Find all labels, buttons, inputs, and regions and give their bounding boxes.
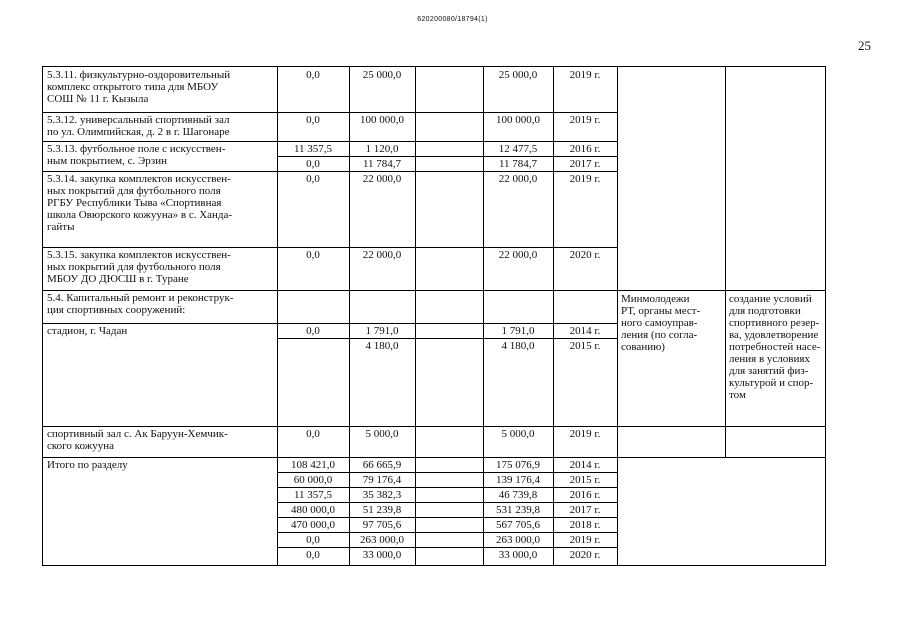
result-line: потребностей насе-: [729, 341, 821, 353]
table-row-border: [43, 290, 617, 291]
value-cell: 22 000,0: [362, 249, 402, 261]
total-cell: 567 705,6: [496, 519, 540, 531]
table-row-border: [277, 338, 617, 339]
row-label-line: ского кожууна: [47, 440, 115, 452]
total-cell: 46 739,8: [498, 489, 538, 501]
year-cell: 2014 г.: [569, 325, 601, 337]
total-cell: 33 000,0: [498, 549, 538, 561]
year-cell: 2017 г.: [569, 504, 601, 516]
year-cell: 2018 г.: [569, 519, 601, 531]
value-cell: 35 382,3: [362, 489, 402, 501]
total-cell: 531 239,8: [496, 504, 540, 516]
value-cell: 0,0: [306, 249, 320, 261]
row-label-line: ным покрытием, с. Эрзин: [47, 155, 168, 167]
executor-line: сованию): [621, 341, 665, 353]
year-cell: 2019 г.: [569, 69, 601, 81]
value-cell: 11 357,5: [293, 143, 333, 155]
total-cell: 22 000,0: [498, 173, 538, 185]
value-cell: 108 421,0: [291, 459, 335, 471]
row-label-line: спортивный зал с. Ак Баруун-Хемчик-: [47, 428, 228, 440]
row-label-line: Итого по разделу: [47, 459, 128, 471]
table-row-border: [43, 247, 617, 248]
value-cell: 263 000,0: [360, 534, 404, 546]
row-label-line: 5.3.13. футбольное поле с искусствен-: [47, 143, 226, 155]
year-cell: 2014 г.: [569, 459, 601, 471]
total-cell: 11 784,7: [498, 158, 538, 170]
value-cell: 22 000,0: [362, 173, 402, 185]
budget-table: [42, 66, 826, 566]
value-cell: 11 357,5: [293, 489, 333, 501]
year-cell: 2020 г.: [569, 549, 601, 561]
value-cell: 97 705,6: [362, 519, 402, 531]
table-row-border: [277, 472, 617, 473]
table-row-border: [43, 323, 617, 324]
total-cell: 4 180,0: [501, 340, 535, 352]
value-cell: 4 180,0: [365, 340, 399, 352]
executor-line: ного самоуправ-: [621, 317, 698, 329]
row-label-line: ных покрытий для футбольного поля: [47, 261, 221, 273]
table-row-border: [43, 141, 617, 142]
value-cell: 0,0: [306, 173, 320, 185]
row-label-line: РГБУ Республики Тыва «Спортивная: [47, 197, 222, 209]
total-cell: 1 791,0: [501, 325, 535, 337]
value-cell: 0,0: [306, 534, 320, 546]
executor-line: РТ, органы мест-: [621, 305, 701, 317]
table-row-border: [277, 487, 617, 488]
value-cell: 5 000,0: [365, 428, 399, 440]
value-cell: 0,0: [306, 428, 320, 440]
year-cell: 2016 г.: [569, 489, 601, 501]
total-cell: 25 000,0: [498, 69, 538, 81]
value-cell: 66 665,9: [362, 459, 402, 471]
result-line: для подготовки: [729, 305, 801, 317]
result-line: создание условий: [729, 293, 812, 305]
table-row-border: [43, 171, 617, 172]
row-label-line: ных покрытий для футбольного поля: [47, 185, 221, 197]
year-cell: 2019 г.: [569, 114, 601, 126]
table-row-border: [43, 112, 617, 113]
total-cell: 100 000,0: [496, 114, 540, 126]
value-cell: 480 000,0: [291, 504, 335, 516]
table-grid-line: [415, 67, 416, 565]
year-cell: 2015 г.: [569, 474, 601, 486]
row-label-line: 5.3.14. закупка комплектов искусствен-: [47, 173, 231, 185]
value-cell: 25 000,0: [362, 69, 402, 81]
value-cell: 79 176,4: [362, 474, 402, 486]
year-cell: 2019 г.: [569, 428, 601, 440]
table-row-border: [617, 290, 825, 291]
year-cell: 2017 г.: [569, 158, 601, 170]
total-cell: 5 000,0: [501, 428, 535, 440]
value-cell: 1 791,0: [365, 325, 399, 337]
table-row-border: [277, 502, 617, 503]
table-row-border: [617, 457, 825, 458]
total-cell: 22 000,0: [498, 249, 538, 261]
row-label-line: МБОУ ДО ДЮСШ в г. Туране: [47, 273, 189, 285]
row-label-line: школа Овюрского кожууна» в с. Ханда-: [47, 209, 233, 221]
row-label-line: стадион, г. Чадан: [47, 325, 128, 337]
table-row-border: [43, 426, 617, 427]
result-line: для занятий физ-: [729, 365, 809, 377]
year-cell: 2020 г.: [569, 249, 601, 261]
total-cell: 139 176,4: [496, 474, 540, 486]
year-cell: 2016 г.: [569, 143, 601, 155]
executor-line: ления (по согла-: [621, 329, 698, 341]
document-code: 620200080/18794(1): [417, 16, 488, 23]
row-label-line: 5.3.15. закупка комплектов искусствен-: [47, 249, 231, 261]
table-grid-line: [617, 67, 618, 565]
result-line: ва, удовлетворение: [729, 329, 819, 341]
row-label-line: СОШ № 11 г. Кызыла: [47, 93, 149, 105]
value-cell: 0,0: [306, 549, 320, 561]
row-label-line: по ул. Олимпийская, д. 2 в г. Шагонаре: [47, 126, 230, 138]
row-label-line: 5.3.12. универсальный спортивный зал: [47, 114, 230, 126]
year-cell: 2015 г.: [569, 340, 601, 352]
table-row-border: [277, 532, 617, 533]
total-cell: 175 076,9: [496, 459, 540, 471]
year-cell: 2019 г.: [569, 173, 601, 185]
year-cell: 2019 г.: [569, 534, 601, 546]
executor-line: Минмолодежи: [621, 293, 690, 305]
value-cell: 60 000,0: [293, 474, 333, 486]
value-cell: 100 000,0: [360, 114, 404, 126]
table-row-border: [617, 426, 825, 427]
total-cell: 12 477,5: [498, 143, 538, 155]
value-cell: 470 000,0: [291, 519, 335, 531]
value-cell: 0,0: [306, 325, 320, 337]
table-row-border: [43, 457, 617, 458]
table-row-border: [277, 156, 617, 157]
row-label-line: 5.3.11. физкультурно-оздоровительный: [47, 69, 231, 81]
row-label-line: 5.4. Капитальный ремонт и реконструк-: [47, 292, 234, 304]
row-label-line: комплекс открытого типа для МБОУ: [47, 81, 219, 93]
table-row-border: [277, 517, 617, 518]
table-row-border: [277, 547, 617, 548]
total-cell: 263 000,0: [496, 534, 540, 546]
page-number: 25: [858, 38, 871, 53]
value-cell: 1 120,0: [365, 143, 399, 155]
value-cell: 0,0: [306, 158, 320, 170]
value-cell: 11 784,7: [362, 158, 402, 170]
result-line: ления в условиях: [729, 353, 810, 365]
row-label-line: гайты: [47, 221, 75, 233]
result-line: спортивного резер-: [729, 317, 820, 329]
value-cell: 0,0: [306, 114, 320, 126]
result-line: том: [729, 389, 746, 401]
value-cell: 33 000,0: [362, 549, 402, 561]
row-label-line: ция спортивных сооружений:: [47, 304, 186, 316]
result-line: культурой и спор-: [729, 377, 814, 389]
value-cell: 51 239,8: [362, 504, 402, 516]
value-cell: 0,0: [306, 69, 320, 81]
table-grid-line: [725, 67, 726, 457]
